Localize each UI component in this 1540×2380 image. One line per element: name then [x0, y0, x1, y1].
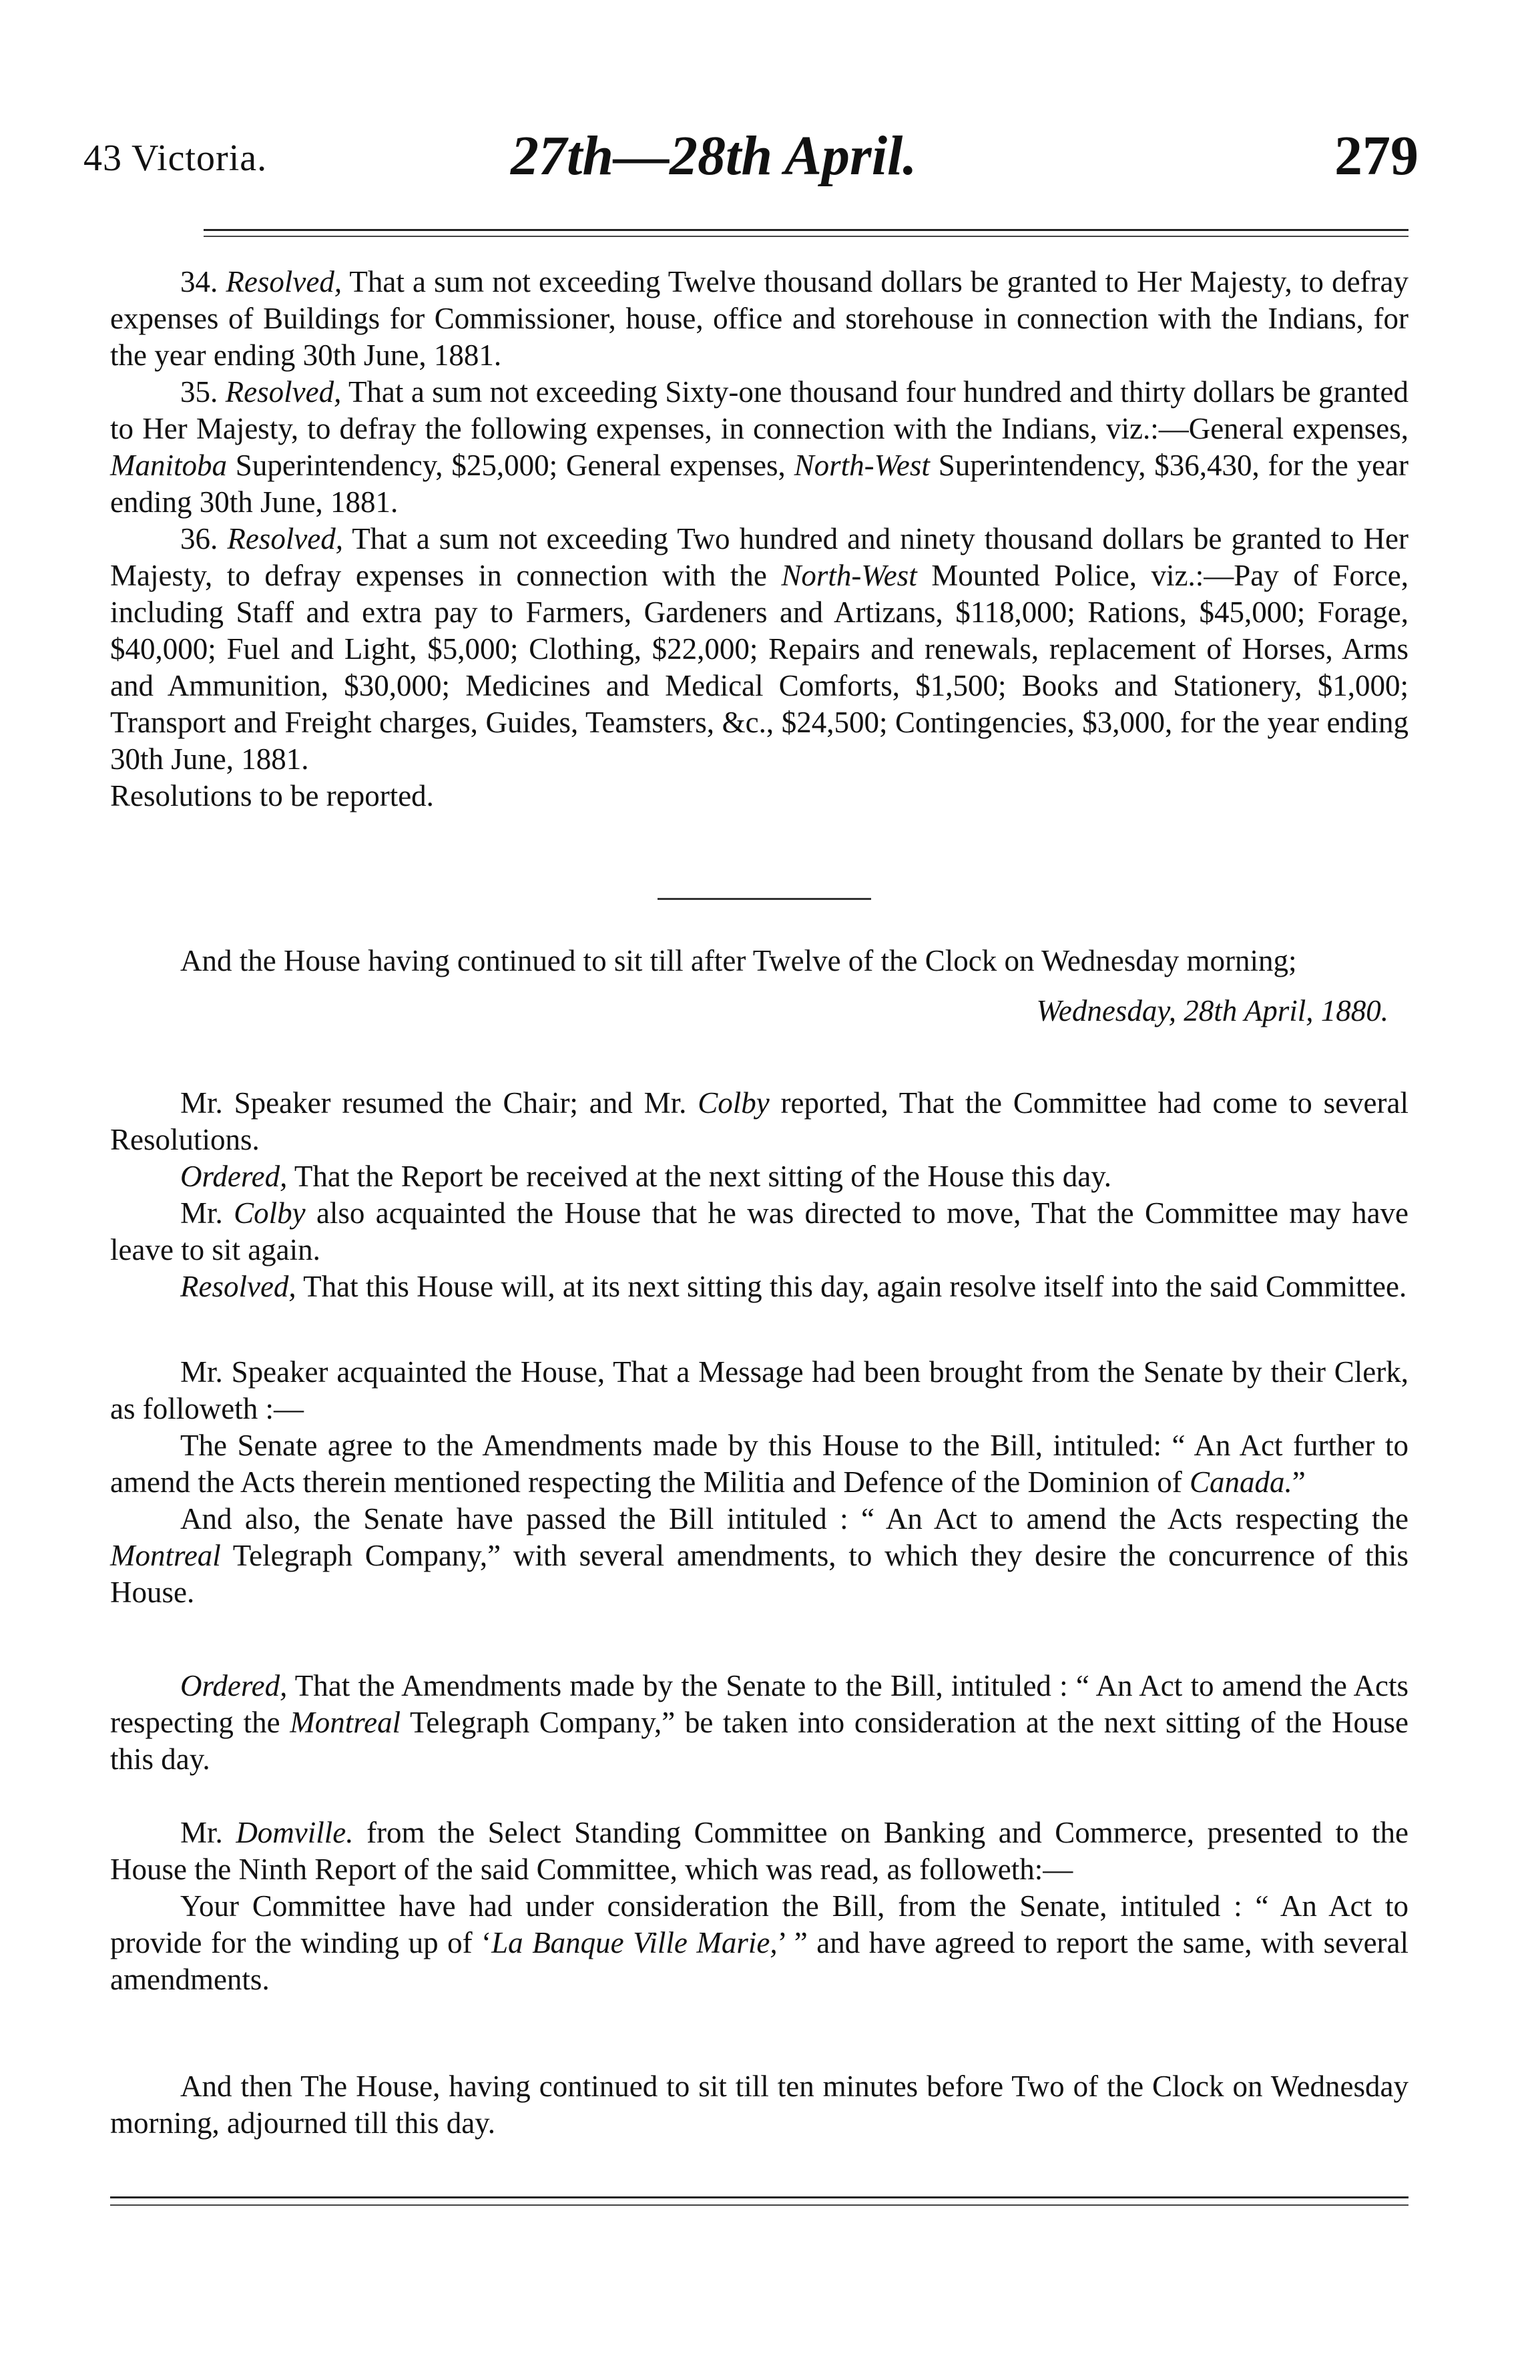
- speaker-block: [110, 1085, 1408, 1305]
- speaker-resumed: [110, 1085, 1408, 1158]
- place-name: Canada.: [1190, 1465, 1292, 1499]
- member-name: Domville.: [236, 1816, 354, 1849]
- text-run: That this House will, at its next sitting this day, again resolve itself into the said Committee.: [296, 1270, 1407, 1303]
- order-amendments-block: [110, 1668, 1408, 1778]
- header-rule-top: [204, 229, 1408, 231]
- place-name: Manitoba: [110, 449, 227, 482]
- resolutions-block: [110, 264, 1408, 814]
- header-session: 43 Victoria.: [83, 138, 268, 179]
- place-name: Montreal: [290, 1706, 401, 1739]
- header-dates: 27th—28th April.: [511, 125, 917, 187]
- report-body: [110, 1888, 1408, 1998]
- resolution-number: 36.: [180, 522, 228, 555]
- resolved-sit-again: [110, 1268, 1408, 1305]
- resolution-number: 35.: [180, 375, 226, 409]
- resolution-text: That a sum not exceeding Sixty-one thousand four hundred and thirty dollars be granted to Her Majesty, to defray the following expenses, in connection with the Indians, viz.:—General expenses,: [110, 375, 1408, 445]
- message-intro: Mr. Speaker acquainted the House, That a Message had been brought from the Senate by their Clerk, as followeth :—: [110, 1355, 1408, 1425]
- text-run: from the Select Standing Committee on Banking and Commerce, presented to the House the Ninth Report of the said Committee, which was read, as followeth:—: [110, 1816, 1408, 1886]
- resolution-number: 34.: [180, 265, 226, 298]
- adjournment: And then The House, having continued to sit till ten minutes before Two of the Clock on Wednesday morning, adjourned till this day.: [110, 2070, 1408, 2140]
- text-run: ”: [1292, 1465, 1306, 1499]
- committee-report-block: [110, 1815, 1408, 1998]
- resolution-text: Superintendency, $25,000; General expenses,: [227, 449, 794, 482]
- resolution-text: That a sum not exceeding Twelve thousand dollars be granted to Her Majesty, to defray expenses of Buildings for Commissioner, house, office and storehouse in connection with the Indians, for the year ending 30th June, 1881.: [110, 265, 1408, 372]
- place-name: North-West: [794, 449, 930, 482]
- resolved-label: Resolved,: [227, 522, 344, 555]
- resolution-34: [110, 264, 1408, 374]
- section-separator: [658, 898, 871, 900]
- resolutions-to-be-reported: Resolutions to be reported.: [110, 779, 434, 812]
- resolved-label: Resolved,: [225, 375, 342, 409]
- text-run: Mr. Speaker resumed the Chair; and Mr.: [180, 1086, 698, 1120]
- page-number: 279: [1334, 125, 1419, 187]
- senate-message-block: [110, 1354, 1408, 1611]
- report-presented: [110, 1815, 1408, 1888]
- sitting-date: Wednesday, 28th April, 1880.: [1036, 994, 1388, 1027]
- text-run: Telegraph Company,” be taken into consideration at the next sitting of the House this day.: [110, 1706, 1408, 1776]
- sitting-continued: And the House having continued to sit till after Twelve of the Clock on Wednesday morning;: [180, 944, 1297, 977]
- footer-rule-bottom: [110, 2204, 1408, 2206]
- text-run: Telegraph Company,” with several amendments, to which they desire the concurrence of this House.: [110, 1539, 1408, 1609]
- page-header: [83, 124, 1419, 204]
- text-run: And also, the Senate have passed the Bill intituled : “ An Act to amend the Acts respecting the: [180, 1502, 1408, 1535]
- header-rule-bottom: [204, 236, 1408, 237]
- ordered-label: Ordered,: [180, 1160, 288, 1193]
- sitting-block: [110, 943, 1408, 1029]
- text-run: Mr.: [180, 1816, 236, 1849]
- place-name: North-West: [781, 559, 917, 592]
- text-run: That the Amendments made by the Senate to the Bill, intituled : “ An Act to amend the Acts respecting the: [110, 1669, 1408, 1739]
- resolved-label: Resolved,: [226, 265, 342, 298]
- resolution-36: [110, 521, 1408, 778]
- text-run: reported, That the Committee had come to several Resolutions.: [110, 1086, 1408, 1156]
- place-name: Montreal: [110, 1539, 221, 1572]
- member-name: Colby: [698, 1086, 770, 1120]
- text-run: ’ ” and have agreed to report the same, with several amendments.: [110, 1926, 1408, 1996]
- footer-rule-top: [110, 2196, 1408, 2198]
- resolution-35: [110, 374, 1408, 521]
- member-name: Colby: [234, 1196, 306, 1230]
- order-report: [110, 1158, 1408, 1195]
- order-amendments: [110, 1668, 1408, 1778]
- message-telegraph-bill: [110, 1501, 1408, 1611]
- text-run: Mr.: [180, 1196, 234, 1230]
- text-run: also acquainted the House that he was directed to move, That the Committee may have leave to sit again.: [110, 1196, 1409, 1266]
- resolution-text: That a sum not exceeding Two hundred and ninety thousand dollars be granted to Her Majesty, to defray expenses in connection with the: [110, 522, 1409, 592]
- resolution-text: Mounted Police, viz.:—Pay of Force, including Staff and extra pay to Farmers, Gardeners and Artizans, $118,000; Rations, $45,000; Forage, $40,000; Fuel and Light, $5,000; Clothing, $22,000; Repairs and renewals, replacement of Horses, Arms and Ammunition, $30,000; Medicines and Medical Comforts, $1,500; Books and Stationery, $1,000; Transport and Freight charges, Guides, Teamsters, &c., $24,500; Contingencies, $3,000, for the year ending 30th June, 1881.: [110, 559, 1409, 776]
- message-militia-bill: [110, 1427, 1408, 1501]
- text-run: That the Report be received at the next sitting of the House this day.: [287, 1160, 1112, 1193]
- resolved-label: Resolved,: [180, 1270, 296, 1303]
- bank-name: La Banque Ville Marie,: [491, 1926, 778, 1959]
- resolution-text: Superintendency, $36,430, for the year ending 30th June, 1881.: [110, 449, 1408, 519]
- text-run: Your Committee have had under consideration the Bill, from the Senate, intituled : “ An Act to provide for the winding up of ‘: [110, 1889, 1408, 1959]
- adjournment-block: [110, 2068, 1408, 2142]
- text-run: The Senate agree to the Amendments made by this House to the Bill, intituled: “ An Act further to amend the Acts therein mentioned respecting the Militia and Defence of the Dominion of: [110, 1429, 1408, 1499]
- ordered-label: Ordered,: [180, 1669, 288, 1702]
- colby-motion: [110, 1195, 1408, 1268]
